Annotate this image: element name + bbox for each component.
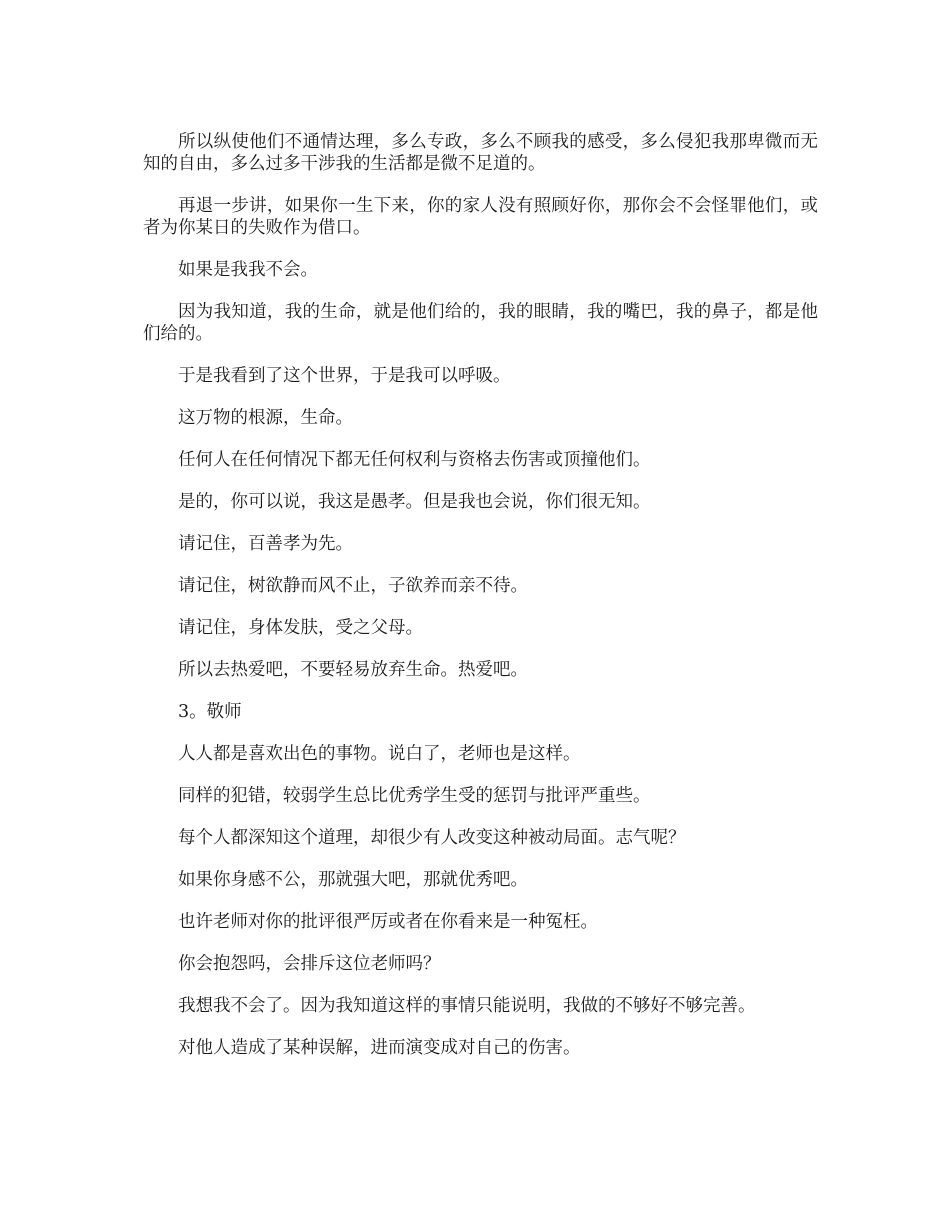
paragraph: 你会抱怨吗，会排斥这位老师吗？	[178, 954, 441, 974]
paragraph: 是的，你可以说，我这是愚孝。但是我也会说，你们很无知。	[178, 492, 651, 512]
paragraph: 任何人在任何情况下都无任何权利与资格去伤害或顶撞他们。	[178, 450, 651, 470]
paragraph: 同样的犯错，较弱学生总比优秀学生受的惩罚与批评严重些。	[178, 786, 651, 806]
section-heading: 3。敬师	[178, 702, 242, 722]
paragraph: 对他人造成了某种误解，进而演变成对自己的伤害。	[178, 1038, 581, 1058]
paragraph: 请记住，百善孝为先。	[178, 534, 353, 554]
document-body	[143, 131, 818, 1059]
paragraph: 每个人都深知这个道理，却很少有人改变这种被动局面。志气呢？	[178, 828, 686, 848]
paragraph: 如果是我我不会。	[178, 260, 318, 280]
paragraph: 所以去热爱吧，不要轻易放弃生命。热爱吧。	[178, 660, 528, 680]
paragraph: 也许老师对你的批评很严厉或者在你看来是一种冤枉。	[178, 912, 598, 932]
paragraph: 人人都是喜欢出色的事物。说白了，老师也是这样。	[178, 744, 581, 764]
paragraph: 于是我看到了这个世界，于是我可以呼吸。	[178, 366, 511, 386]
paragraph: 我想我不会了。因为我知道这样的事情只能说明，我做的不够好不够完善。	[178, 996, 756, 1016]
paragraph: 因为我知道，我的生命，就是他们给的，我的眼睛，我的嘴巴，我的鼻子，都是他们给的。	[143, 302, 818, 344]
paragraph: 请记住，身体发肤，受之父母。	[178, 618, 423, 638]
paragraph: 再退一步讲，如果你一生下来，你的家人没有照顾好你，那你会不会怪罪他们，或者为你某日的失败作为借口。	[143, 196, 818, 238]
paragraph: 这万物的根源，生命。	[178, 408, 353, 428]
paragraph: 请记住，树欲静而风不止，子欲养而亲不待。	[178, 576, 528, 596]
paragraph: 所以纵使他们不通情达理，多么专政，多么不顾我的感受，多么侵犯我那卑微而无知的自由，多么过多干涉我的生活都是微不足道的。	[143, 132, 818, 174]
paragraph: 如果你身感不公，那就强大吧，那就优秀吧。	[178, 870, 528, 890]
